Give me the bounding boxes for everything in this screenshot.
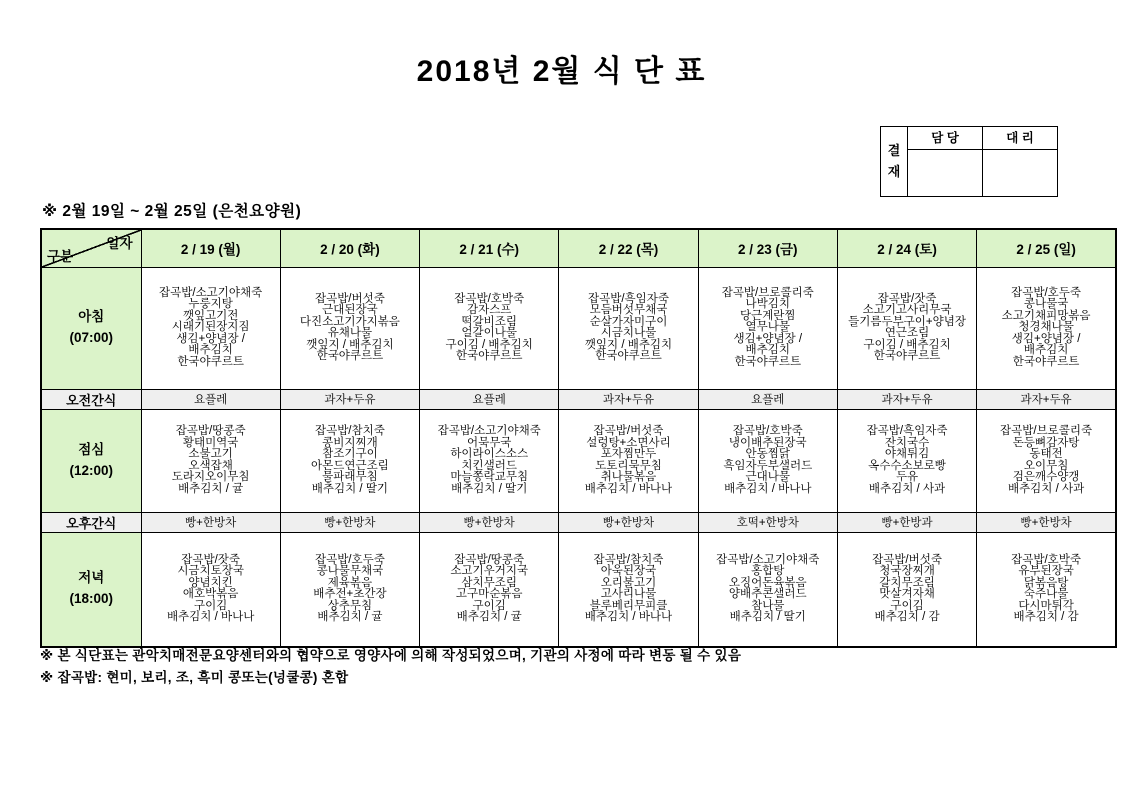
day-header: 2 / 24 (토) [837, 229, 976, 267]
menu-item: 근대된장국 [322, 304, 378, 316]
row-label-afternoon-snack: 오후간식 [41, 512, 141, 532]
meal-lines [559, 426, 697, 495]
menu-item: 아몬드연근조림 [311, 459, 389, 472]
menu-item: 잔치국수 [884, 436, 930, 449]
menu-item: 잡곡밥/브로콜리죽 [1000, 425, 1093, 437]
menu-item: 도토리묵무침 [595, 459, 662, 472]
menu-item: 청경채나물 [1018, 321, 1074, 334]
snack-cell: 과자+두유 [280, 389, 419, 409]
meal-cell [559, 267, 698, 389]
menu-item: 아욱된장국 [600, 565, 657, 578]
snack-cell: 과자+두유 [559, 389, 698, 409]
meal-cell [559, 532, 698, 647]
menu-item: 구이김 [193, 599, 228, 612]
meal-cell [280, 267, 419, 389]
meal-lines [699, 555, 837, 624]
menu-item: 잡곡밥/호박죽 [732, 425, 803, 437]
menu-item: 숙주나물 [1023, 588, 1069, 601]
menu-item: 깻잎지 / 배추김치 [584, 338, 673, 351]
menu-item: 유부된장국 [1018, 565, 1074, 578]
menu-item: 잡곡밥/흑임자죽 [588, 292, 669, 305]
menu-item: 한국야쿠르트 [316, 350, 384, 362]
menu-item: 하이라이스소스 [450, 448, 529, 460]
menu-item: 들기름두부구이+양념장 [848, 315, 966, 328]
menu-item: 잡곡밥/땅콩죽 [454, 553, 525, 566]
menu-item: 잡곡밥/참치죽 [314, 425, 385, 437]
menu-item: 나박김치 [745, 298, 790, 311]
menu-item: 근대나물 [745, 471, 790, 483]
menu-item: 배추김치 / 바나나 [584, 482, 673, 495]
row-afternoon-snack [41, 512, 1116, 532]
approval-header-row [908, 127, 1057, 150]
menu-item: 생김+양념장 / [733, 332, 803, 345]
menu-item: 잡곡밥/호두죽 [314, 553, 385, 566]
menu-item: 잡곡밥/참치죽 [593, 553, 664, 566]
approval-signature-row [908, 150, 1057, 196]
menu-item: 순살가자미구이 [589, 315, 668, 328]
footer-notes [40, 645, 741, 688]
meal-lines [420, 294, 558, 363]
row-label-breakfast [41, 267, 141, 389]
menu-item: 소고기우거지국 [450, 565, 529, 578]
menu-item: 검은깨수양갱 [1012, 471, 1080, 483]
menu-item: 얼갈이나물 [461, 327, 517, 339]
menu-item: 오이무침 [1023, 459, 1069, 472]
menu-item: 잡곡밥/버섯죽 [593, 425, 664, 437]
snack-cell: 빵+한방차 [977, 512, 1116, 532]
menu-item: 오색잡채 [188, 459, 233, 472]
menu-item: 한국야쿠르트 [1012, 355, 1080, 368]
menu-item: 감자스프 [466, 304, 512, 316]
day-header: 2 / 25 (일) [977, 229, 1116, 267]
menu-item: 구이김 [890, 599, 924, 612]
menu-item: 생김+양념장 / [176, 332, 245, 345]
menu-item: 배추김치 / 귤 [456, 611, 522, 624]
meal-cell [698, 532, 837, 647]
week-range-subtitle: ※ 2월 19일 ~ 2월 25일 (은천요양원) [42, 203, 302, 220]
meal-lines [281, 555, 419, 624]
menu-item: 누룽지탕 [188, 298, 233, 311]
menu-item: 떡갈비조림 [461, 315, 517, 328]
meal-lines [699, 288, 837, 369]
menu-item: 잡곡밥/호박죽 [1011, 553, 1082, 566]
menu-item: 치킨샐러드 [461, 459, 517, 472]
approval-signature-cell-1 [908, 150, 983, 196]
menu-item: 생김+양념장 / [1011, 332, 1081, 345]
snack-cell: 요플레 [698, 389, 837, 409]
meal-cell [141, 409, 280, 512]
menu-item: 고구마순볶음 [455, 588, 523, 601]
menu-item: 한국야쿠르트 [734, 355, 802, 368]
meal-lines [838, 426, 976, 495]
menu-item: 콩나물국 [1023, 298, 1069, 311]
snack-cell: 요플레 [420, 389, 559, 409]
snack-cell: 과자+두유 [837, 389, 976, 409]
menu-item: 삼치무조림 [461, 576, 517, 589]
day-header: 2 / 21 (수) [420, 229, 559, 267]
menu-item: 맛살겨자채 [879, 588, 935, 601]
menu-item: 당근계란찜 [739, 309, 796, 322]
meal-cell [141, 532, 280, 647]
row-label-time: (12:00) [69, 462, 114, 478]
snack-cell: 빵+한방차 [420, 512, 559, 532]
menu-item: 애호박볶음 [182, 588, 239, 601]
menu-item: 배추전+초간장 [313, 588, 387, 601]
menu-item: 배추김치 / 사과 [868, 482, 946, 495]
day-header: 2 / 23 (금) [698, 229, 837, 267]
corner-cell [41, 229, 141, 267]
menu-item: 취나물볶음 [600, 471, 657, 483]
menu-item: 시래기된장지짐 [171, 321, 250, 334]
menu-item: 양념치킨 [188, 576, 233, 589]
meal-lines [142, 555, 280, 624]
menu-item: 구이김 [472, 599, 506, 612]
meal-cell [420, 532, 559, 647]
footer-note-line: ※ 본 식단표는 관악치매전문요양센터와의 협약으로 영양사에 의해 작성되었으며, 기관의 사정에 따라 변동 될 수 있음 [40, 648, 742, 663]
row-label-dinner [41, 532, 141, 647]
menu-item: 잡곡밥/호박죽 [454, 292, 525, 305]
snack-cell: 요플레 [141, 389, 280, 409]
meal-lines [281, 294, 419, 363]
menu-item: 연근조림 [884, 327, 930, 339]
menu-item: 상추무침 [327, 599, 373, 612]
snack-cell: 빵+한방차 [280, 512, 419, 532]
menu-item: 배추김치 [1023, 344, 1069, 357]
snack-cell: 빵+한방과 [837, 512, 976, 532]
menu-item: 한국야쿠르트 [177, 355, 244, 368]
menu-item: 유채나물 [327, 327, 373, 339]
menu-item: 한국야쿠르트 [455, 350, 523, 362]
menu-table-body [41, 229, 1116, 647]
menu-item: 잡곡밥/버섯죽 [314, 292, 385, 305]
menu-item: 배추김치 / 감 [874, 611, 940, 624]
approval-col-daeri: 대 리 [1006, 131, 1034, 145]
meal-lines [142, 288, 280, 369]
menu-item: 다시마튀각 [1018, 599, 1074, 612]
meal-lines [977, 426, 1115, 495]
meal-cell [420, 267, 559, 389]
approval-stamp-label: 결재 [881, 127, 908, 196]
menu-item: 소고기고사리무국 [862, 304, 952, 316]
row-breakfast [41, 267, 1116, 389]
menu-item: 배추김치 / 딸기 [311, 482, 389, 495]
meal-cell [977, 409, 1116, 512]
menu-item: 제육볶음 [327, 576, 373, 589]
menu-item: 열무나물 [745, 321, 790, 334]
row-label-text: 점심 [78, 441, 105, 457]
menu-item: 참조기구이 [322, 448, 378, 460]
menu-item: 잡곡밥/잣죽 [877, 292, 937, 305]
menu-item: 어묵무국 [466, 436, 512, 449]
menu-item: 구이김 / 배추김치 [445, 338, 533, 351]
row-label-text: 저녁 [78, 570, 105, 586]
menu-item: 잡곡밥/버섯죽 [872, 553, 942, 566]
menu-item: 배추김치 / 바나나 [584, 611, 673, 624]
row-label-time: (07:00) [69, 330, 114, 345]
menu-item: 소고기채피망볶음 [1001, 309, 1091, 322]
meal-lines [838, 555, 976, 624]
row-label-text: 아침 [78, 309, 105, 325]
page-title: 2018년 2월 식 단 표 [416, 55, 707, 88]
menu-item: 잡곡밥/소고기야채죽 [159, 286, 263, 299]
menu-item: 배추김치 / 감 [1013, 611, 1079, 624]
menu-item: 마늘쫑락교무침 [450, 471, 529, 483]
menu-item: 동태전 [1029, 448, 1063, 460]
menu-item: 돈등뼈감자탕 [1012, 436, 1080, 449]
menu-item: 양배추콘샐러드 [728, 588, 807, 601]
table-header-row [41, 229, 1116, 267]
meal-lines [977, 555, 1115, 624]
meal-lines [281, 426, 419, 495]
menu-item: 배추김치 / 딸기 [451, 482, 528, 495]
snack-cell: 호떡+한방차 [698, 512, 837, 532]
menu-item: 황태미역국 [182, 436, 239, 449]
meal-lines [420, 555, 558, 624]
meal-cell [837, 409, 976, 512]
menu-item: 배추김치 / 딸기 [729, 611, 806, 624]
menu-item: 청국장찌개 [879, 565, 935, 578]
menu-item: 배추김치 / 바나나 [166, 611, 255, 624]
menu-item: 구이김 / 배추김치 [863, 338, 951, 351]
menu-item: 배추김치 / 사과 [1007, 482, 1085, 495]
menu-item: 깻잎지 / 배추김치 [306, 338, 394, 351]
menu-item: 고사리나물 [600, 588, 657, 601]
meal-cell [280, 532, 419, 647]
row-dinner [41, 532, 1116, 647]
menu-item: 배추김치 / 바나나 [724, 482, 812, 495]
approval-columns [908, 127, 1057, 196]
menu-item: 한국야쿠르트 [595, 350, 662, 362]
meal-cell [837, 267, 976, 389]
meal-cell [698, 267, 837, 389]
menu-item: 배추김치 [745, 344, 790, 357]
menu-item: 흑임자두부샐러드 [723, 459, 813, 472]
menu-item: 배추김치 / 귤 [178, 482, 244, 495]
menu-item: 오리불고기 [600, 576, 657, 589]
menu-item: 콩비지찌개 [322, 436, 378, 449]
menu-item: 잡곡밥/소고기야채죽 [716, 553, 820, 566]
menu-item: 냉이배추된장국 [728, 436, 807, 449]
menu-item: 도라지오이무침 [171, 471, 250, 483]
menu-item: 닭볶음탕 [1023, 576, 1069, 589]
meal-cell [977, 267, 1116, 389]
menu-item: 블루베리무피클 [589, 599, 668, 612]
approval-col-damdang: 담 당 [908, 127, 983, 149]
meal-lines [559, 294, 697, 363]
menu-item: 시금치토장국 [177, 565, 244, 578]
menu-item: 오징어돈육볶음 [728, 576, 807, 589]
snack-cell: 과자+두유 [977, 389, 1116, 409]
menu-table [40, 228, 1117, 648]
menu-item: 콩나물무채국 [316, 565, 384, 578]
menu-item: 시금치나물 [600, 327, 657, 339]
meal-lines [142, 426, 280, 495]
menu-item: 소불고기 [188, 448, 233, 460]
row-label-lunch [41, 409, 141, 512]
menu-item: 야채튀김 [884, 448, 930, 460]
menu-item: 잡곡밥/땅콩죽 [175, 425, 246, 437]
meal-cell [837, 532, 976, 647]
menu-item: 잡곡밥/흑임자죽 [866, 425, 948, 437]
menu-item: 물파래무침 [322, 471, 378, 483]
menu-item: 옥수수소보로빵 [868, 459, 946, 472]
approval-signature-cell-2 [983, 150, 1057, 196]
menu-item: 배추김치 [188, 344, 233, 357]
meal-cell [977, 532, 1116, 647]
meal-cell [698, 409, 837, 512]
meal-lines [559, 555, 697, 624]
menu-item: 홍합탕 [751, 565, 785, 578]
row-lunch [41, 409, 1116, 512]
meal-cell [559, 409, 698, 512]
day-header: 2 / 22 (목) [559, 229, 698, 267]
menu-item: 포자찜만두 [600, 448, 657, 460]
menu-item: 다진소고기가지볶음 [299, 315, 400, 328]
menu-item: 안동찜닭 [745, 448, 790, 460]
approval-box [880, 126, 1058, 197]
corner-label-date: 일자 [106, 236, 133, 251]
menu-item: 잡곡밥/호두죽 [1011, 286, 1082, 299]
menu-item: 깻잎고기전 [182, 309, 239, 322]
menu-item: 갈치무조림 [879, 576, 935, 589]
footer-note-line: ※ 잡곡밥: 현미, 보리, 조, 흑미 콩또는(넝쿨콩) 혼합 [40, 669, 349, 685]
menu-item: 배추김치 / 귤 [317, 611, 383, 624]
snack-cell: 빵+한방차 [559, 512, 698, 532]
meal-lines [977, 288, 1115, 369]
menu-item: 참나물 [751, 599, 785, 612]
row-morning-snack [41, 389, 1116, 409]
corner-label-category: 구분 [47, 248, 74, 264]
row-label-morning-snack: 오전간식 [41, 389, 141, 409]
meal-cell [420, 409, 559, 512]
meal-cell [141, 267, 280, 389]
menu-item: 잡곡밥/잣죽 [181, 553, 241, 566]
menu-item: 모듬버섯무채국 [589, 304, 668, 316]
day-header: 2 / 19 (월) [141, 229, 280, 267]
menu-item: 잡곡밥/소고기야채죽 [437, 425, 541, 437]
snack-cell: 빵+한방차 [141, 512, 280, 532]
meal-lines [699, 426, 837, 495]
meal-lines [838, 294, 976, 363]
meal-lines [420, 426, 558, 495]
menu-item: 설렁탕+소면사리 [586, 436, 671, 449]
row-label-time: (18:00) [69, 591, 114, 607]
meal-cell [280, 409, 419, 512]
menu-item: 두유 [895, 471, 919, 483]
day-header: 2 / 20 (화) [280, 229, 419, 267]
menu-item: 잡곡밥/브로콜리죽 [721, 286, 814, 299]
menu-item: 한국야쿠르트 [873, 350, 941, 362]
